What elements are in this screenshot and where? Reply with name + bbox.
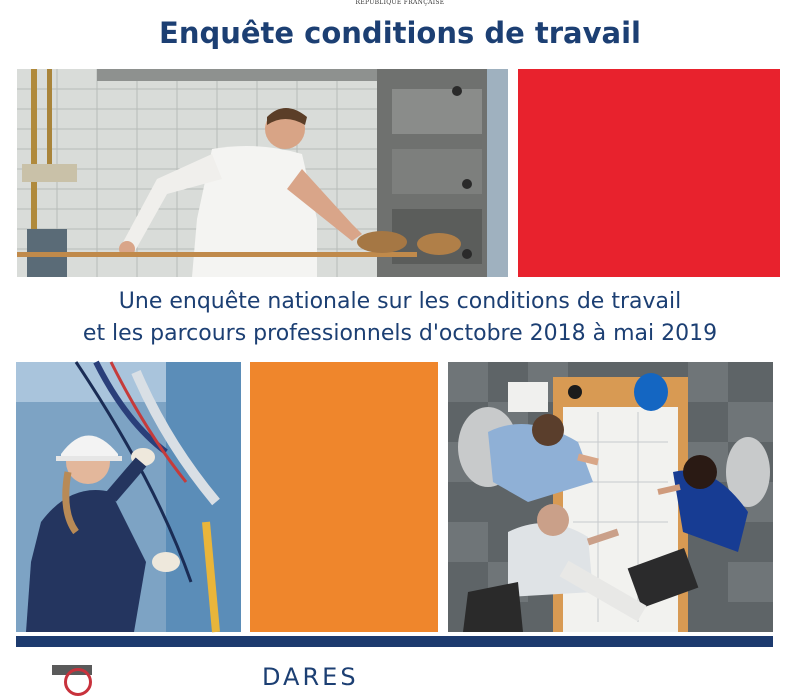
page-title: Enquête conditions de travail <box>159 16 641 50</box>
red-color-block <box>518 69 780 277</box>
photo-team-meeting <box>448 362 773 632</box>
ministry-logo <box>52 665 92 675</box>
republic-label: RÉPUBLIQUE FRANÇAISE <box>355 0 445 6</box>
photo-technician <box>16 362 241 632</box>
subtitle <box>0 286 800 350</box>
subtitle-line-1: Une enquête nationale sur les conditions de travail <box>118 289 682 314</box>
divider-band <box>16 636 773 647</box>
subtitle-line-2: et les parcours professionnels d'octobre 2018 à mai 2019 <box>82 321 718 346</box>
dares-logo-text: DARES <box>262 663 359 691</box>
photo-baker <box>17 69 508 277</box>
orange-color-block <box>250 362 438 632</box>
